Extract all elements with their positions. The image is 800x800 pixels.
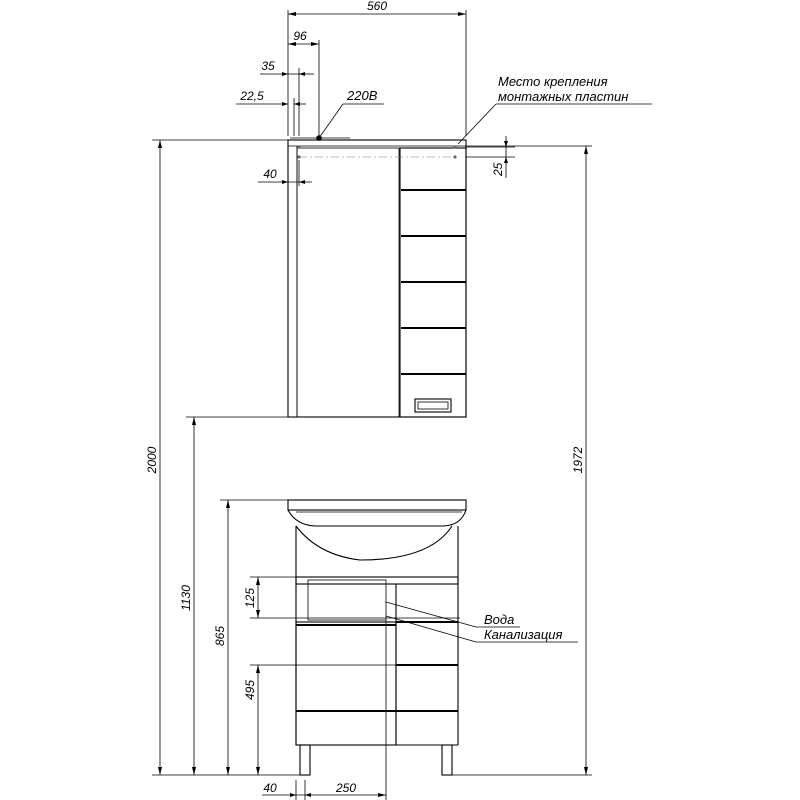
dim-35	[260, 59, 314, 136]
vanity-unit	[288, 500, 466, 775]
mirror-cabinet	[288, 135, 466, 417]
dim-96	[288, 29, 319, 136]
dim-25-label: 25	[491, 162, 505, 176]
dim-865-label: 865	[213, 625, 227, 647]
mount-label-line2: монтажных пластин	[498, 89, 629, 104]
dim-40-bottom-label: 40	[263, 781, 277, 795]
sink-top	[288, 500, 466, 510]
dim-22-5-label: 22,5	[240, 89, 264, 103]
sink-bowl	[296, 526, 452, 560]
plumbing-zone	[308, 580, 386, 620]
dim-865	[213, 500, 288, 775]
dim-125	[243, 577, 460, 618]
dim-125-label: 125	[243, 587, 257, 609]
dim-96-label: 96	[293, 29, 307, 43]
dim-1130-label: 1130	[179, 585, 193, 611]
dim-2000-label: 2000	[145, 446, 159, 474]
leg-right	[442, 745, 452, 775]
dim-40-top-label: 40	[263, 167, 277, 181]
dim-25	[466, 136, 515, 178]
power-callout	[319, 88, 384, 138]
dim-35-label: 35	[261, 59, 275, 73]
shelf-column	[400, 148, 466, 417]
dim-1972-label: 1972	[571, 446, 585, 474]
mirror-panel	[297, 148, 399, 417]
mount-label-line1: Место крепления	[498, 74, 608, 89]
mount-callout	[458, 74, 652, 144]
light-fixture	[415, 399, 451, 412]
dim-495-label: 495	[243, 679, 257, 701]
sewer-label: Канализация	[484, 627, 563, 642]
dim-1130	[179, 417, 288, 775]
main-door	[296, 622, 396, 745]
water-label: Вода	[484, 612, 515, 627]
dim-560-label: 560	[366, 0, 388, 13]
mount-hole	[297, 145, 300, 148]
dim-250-label: 250	[335, 781, 357, 795]
dim-40-top	[258, 160, 312, 186]
dim-1972	[452, 146, 592, 775]
dim-560	[288, 0, 466, 136]
mount-hole	[453, 145, 456, 148]
dim-2000	[145, 140, 300, 775]
dim-495	[243, 665, 296, 775]
power-label: 220В	[347, 88, 378, 103]
leg-left	[300, 745, 310, 775]
dim-22-5	[236, 89, 306, 136]
